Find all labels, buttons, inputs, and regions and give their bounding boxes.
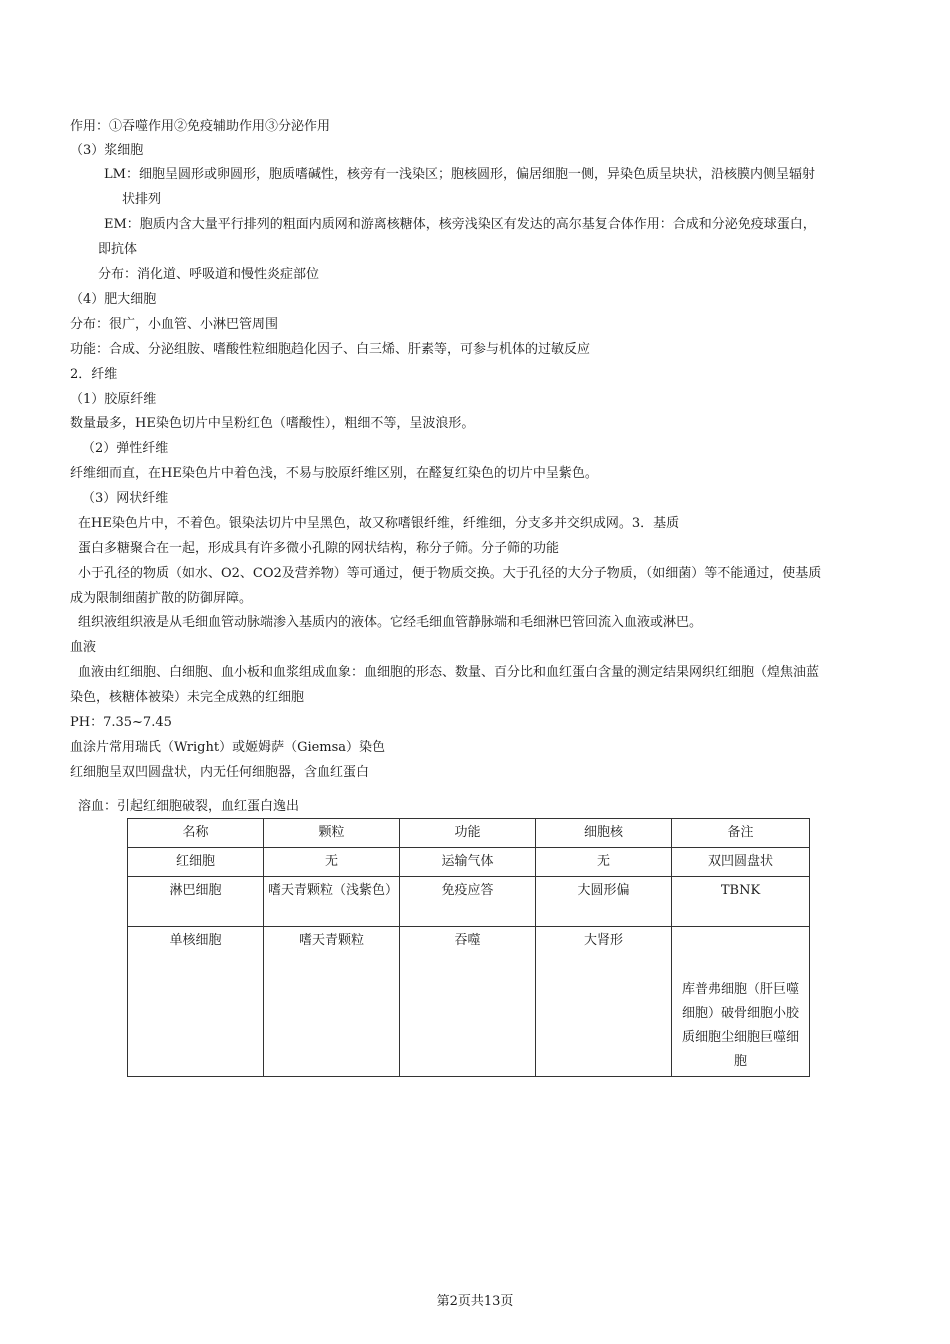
line-24: PH：7.35~7.45 [70, 715, 172, 730]
line-8: 分布：很广，小血管、小淋巴管周围 [70, 317, 279, 332]
table-cell: 运输气体 [400, 848, 536, 877]
line-27: 溶血：引起红细胞破裂，血红蛋白逸出 [78, 799, 300, 814]
table-cell: 吞噬 [400, 927, 536, 1077]
line-22: 血液由红细胞、白细胞、血小板和血浆组成血象：血细胞的形态、数量、百分比和血红蛋白含量的测定结果网织红细胞（煌焦油蓝 [78, 665, 820, 680]
table-header: 颗粒 [264, 819, 400, 848]
line-5: 即抗体 [98, 242, 138, 257]
line-1: （3）浆细胞 [70, 143, 144, 158]
line-23: 染色，核糖体被染）未完全成熟的红细胞 [70, 690, 305, 705]
line-12: 数量最多，HE染色切片中呈粉红色（嗜酸性），粗细不等，呈波浪形。 [70, 416, 475, 431]
table-cell: 无 [536, 848, 672, 877]
table-row [128, 927, 810, 1077]
table-cell: 嗜天青颗粒 [264, 927, 400, 1077]
table-cell: 淋巴细胞 [128, 877, 264, 927]
line-6: 分布：消化道、呼吸道和慢性炎症部位 [98, 267, 320, 282]
line-2: LM：细胞呈圆形或卵圆形，胞质嗜碱性，核旁有一浅染区；胞核圆形，偏居细胞一侧，异染色质呈块状，沿核膜内侧呈辐射 [104, 167, 815, 182]
table-header: 备注 [672, 819, 810, 848]
table-cell: 无 [264, 848, 400, 877]
table-cell: 大圆形偏 [536, 877, 672, 927]
table-cell: 大肾形 [536, 927, 672, 1077]
line-21: 血液 [70, 640, 97, 655]
line-20: 组织液组织液是从毛细血管动脉端渗入基质内的液体。它经毛细血管静脉端和毛细淋巴管回流入血液或淋巴。 [78, 615, 703, 630]
page-footer: 第2页共13页 [436, 1294, 514, 1309]
table-cell: 单核细胞 [128, 927, 264, 1077]
line-0: 作用：①吞噬作用②免疫辅助作用③分泌作用 [70, 119, 331, 134]
line-16: 在HE染色片中，不着色。银染法切片中呈黑色，故又称嗜银纤维，纤维细，分支多并交织成网。3．基质 [78, 516, 680, 531]
line-9: 功能：合成、分泌组胺、嗜酸性粒细胞趋化因子、白三烯、肝素等，可参与机体的过敏反应 [70, 342, 591, 357]
line-13: （2）弹性纤维 [82, 441, 169, 456]
line-26: 红细胞呈双凹圆盘状，内无任何细胞器，含血红蛋白 [70, 765, 370, 780]
line-14: 纤维细而直，在HE染色片中着色浅，不易与胶原纤维区别，在醛复红染色的切片中呈紫色。 [70, 466, 598, 481]
line-3: 状排列 [122, 192, 162, 207]
table-cell: 免疫应答 [400, 877, 536, 927]
line-25: 血涂片常用瑞氏（Wright）或姬姆萨（Giemsa）染色 [70, 740, 386, 755]
line-15: （3）网状纤维 [82, 491, 169, 506]
table-header-row [128, 819, 810, 848]
line-10: 2．纤维 [70, 367, 118, 382]
line-17: 蛋白多糖聚合在一起，形成具有许多微小孔隙的网状结构，称分子筛。分子筛的功能 [78, 541, 560, 556]
table-cell: 嗜天青颗粒（浅紫色） [264, 877, 400, 927]
table-row [128, 848, 810, 877]
table-cell: 红细胞 [128, 848, 264, 877]
table-cell: 库普弗细胞（肝巨噬细胞）破骨细胞小胶质细胞尘细胞巨噬细胞 [672, 927, 810, 1077]
line-18: 小于孔径的物质（如水、O2、CO2及营养物）等可通过，便于物质交换。大于孔径的大分子物质，（如细菌）等不能通过，使基质 [78, 566, 822, 581]
table-header: 功能 [400, 819, 536, 848]
line-19: 成为限制细菌扩散的防御屏障。 [70, 591, 253, 606]
table-header: 名称 [128, 819, 264, 848]
table-header: 细胞核 [536, 819, 672, 848]
table-cell: TBNK [672, 877, 810, 927]
table-cell: 双凹圆盘状 [672, 848, 810, 877]
line-7: （4）肥大细胞 [70, 292, 157, 307]
line-4: EM：胞质内含大量平行排列的粗面内质网和游离核糖体，核旁浅染区有发达的高尔基复合体作用：合成和分泌免疫球蛋白， [104, 217, 816, 232]
blood-cell-table [127, 818, 810, 1077]
table-row [128, 877, 810, 927]
line-11: （1）胶原纤维 [70, 392, 157, 407]
